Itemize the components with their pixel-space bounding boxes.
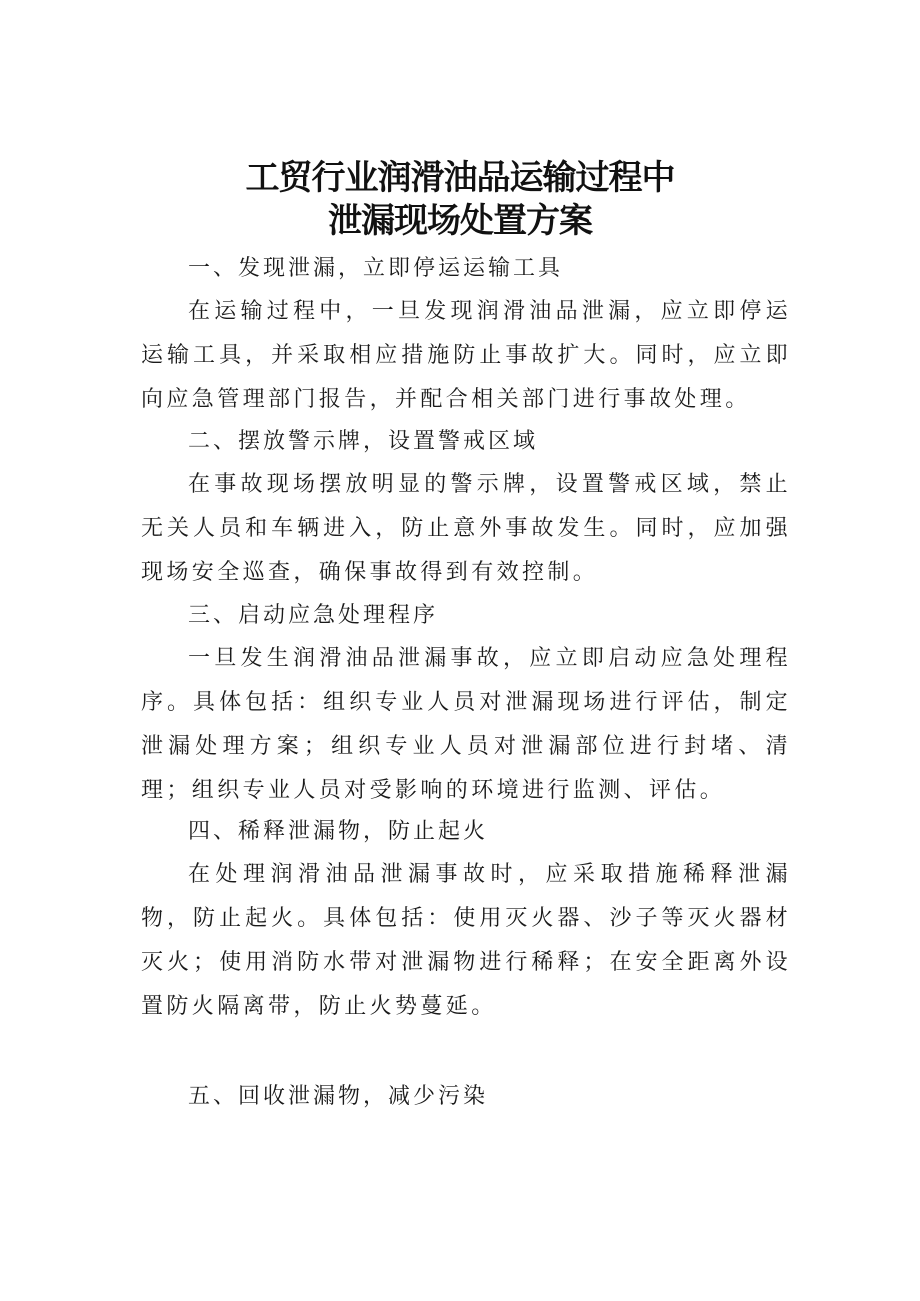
section-2-body: 在事故现场摆放明显的警示牌，设置警戒区域，禁止无关人员和车辆进入，防止意外事故发生。同时，应加强现场安全巡查，确保事故得到有效控制。 [141,472,791,585]
section-1-body: 在运输过程中，一旦发现润滑油品泄漏，应立即停运运输工具，并采取相应措施防止事故扩大。同时，应立即向应急管理部门报告，并配合相关部门进行事故处理。 [141,299,791,412]
section-3-heading: 三、启动应急处理程序 [188,603,439,628]
section-3-body: 一旦发生润滑油品泄漏事故，应立即启动应急处理程序。具体包括：组织专业人员对泄漏现场进行评估，制定泄漏处理方案；组织专业人员对泄漏部位进行封堵、清理；组织专业人员对受影响的环境进行监测、评估。 [141,646,791,803]
section-4-body: 在处理润滑油品泄漏事故时，应采取措施稀释泄漏物，防止起火。具体包括：使用灭火器、沙子等灭火器材灭火；使用消防水带对泄漏物进行稀释；在安全距离外设置防火隔离带，防止火势蔓延。 [141,862,791,1019]
section-1-heading: 一、发现泄漏，立即停运运输工具 [188,256,564,281]
section-2-heading: 二、摆放警示牌，设置警戒区域 [188,429,539,454]
section-4-heading: 四、稀释泄漏物，防止起火 [188,819,489,844]
document-title-line-2: 泄漏现场处置方案 [328,201,592,241]
document-title-line-1: 工贸行业润滑油品运输过程中 [245,158,675,198]
section-5-heading: 五、回收泄漏物，减少污染 [188,1084,489,1109]
